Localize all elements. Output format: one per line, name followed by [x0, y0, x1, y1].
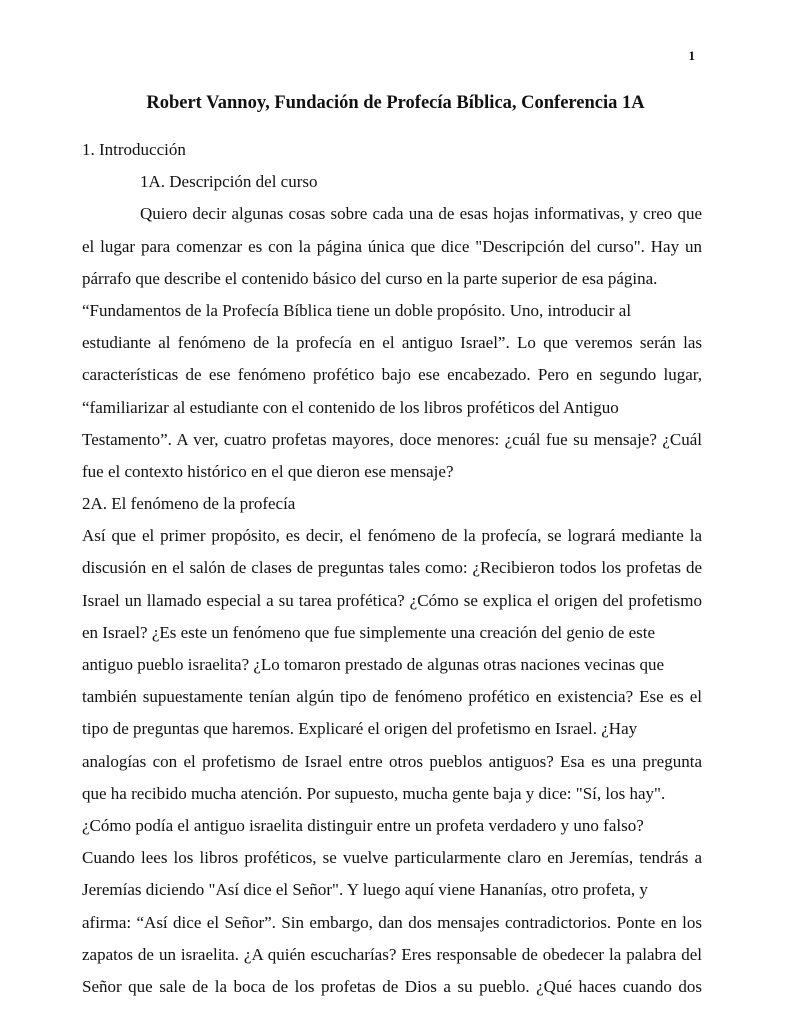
paragraph-line: que ha recibido mucha atención. Por supuesto, mucha gente baja y dice: "Sí, los hay".: [82, 783, 666, 803]
paragraph-line: ¿Cómo podía el antiguo israelita distinguir entre un profeta verdadero y uno falso?: [82, 815, 644, 835]
document-body: [82, 134, 702, 1003]
document-title: Robert Vannoy, Fundación de Profecía Bíblica, Conferencia 1A: [146, 93, 645, 113]
paragraph-line: Testamento”. A ver, cuatro profetas mayores, doce menores: ¿cuál fue su mensaje? ¿Cuál: [82, 429, 702, 449]
paragraph-line: el lugar para comenzar es con la página única que dice "Descripción del curso". Hay un: [82, 236, 702, 256]
paragraph-line: en Israel? ¿Es este un fenómeno que fue simplemente una creación del genio de este: [82, 622, 656, 642]
paragraph-line: Cuando lees los libros proféticos, se vuelve particularmente claro en Jeremías, tendrás a: [82, 848, 702, 868]
paragraph-line: Señor que sale de la boca de los profetas de Dios a su pueblo. ¿Qué haces cuando dos: [82, 976, 702, 996]
paragraph-line: también supuestamente tenían algún tipo de fenómeno profético en existencia? Ese es el: [82, 687, 702, 707]
paragraph-line: “Fundamentos de la Profecía Bíblica tiene un doble propósito. Uno, introducir al: [82, 300, 632, 320]
paragraph-line: discusión en el salón de clases de preguntas tales como: ¿Recibieron todos los profetas de: [82, 558, 702, 578]
paragraph-line: párrafo que describe el contenido básico del curso en la parte superior de esa página.: [82, 268, 658, 288]
subsection-heading-descripcion: 1A. Descripción del curso: [140, 172, 318, 192]
paragraph-line: Israel un llamado especial a su tarea profética? ¿Cómo se explica el origen del profetismo: [82, 590, 702, 610]
paragraph-line: Así que el primer propósito, es decir, el fenómeno de la profecía, se logrará mediante la: [82, 526, 702, 546]
paragraph-line: afirma: “Así dice el Señor”. Sin embargo, dan dos mensajes contradictorios. Ponte en los: [82, 912, 702, 932]
page-number: 1: [688, 48, 695, 63]
subsection-heading-fenomeno: 2A. El fenómeno de la profecía: [82, 494, 296, 514]
paragraph-line: antiguo pueblo israelita? ¿Lo tomaron prestado de algunas otras naciones vecinas que: [82, 655, 665, 674]
paragraph-line: zapatos de un israelita. ¿A quién escucharías? Eres responsable de obedecer la palabra del: [82, 944, 702, 964]
paragraph-line: fue el contexto histórico en el que dieron ese mensaje?: [82, 461, 454, 481]
paragraph-line: tipo de preguntas que haremos. Explicaré el origen del profetismo en Israel. ¿Hay: [82, 719, 638, 739]
paragraph-line: estudiante al fenómeno de la profecía en el antiguo Israel”. Lo que veremos serán las: [82, 333, 702, 353]
paragraph-line: Quiero decir algunas cosas sobre cada una de esas hojas informativas, y creo que: [140, 204, 702, 224]
paragraph-line: analogías con el profetismo de Israel entre otros pueblos antiguos? Esa es una pregunta: [82, 751, 702, 771]
paragraph-line: características de ese fenómeno profético bajo ese encabezado. Pero en segundo lugar,: [82, 365, 702, 385]
paragraph-line: “familiarizar al estudiante con el contenido de los libros proféticos del Antiguo: [82, 397, 619, 417]
section-heading-introduccion: 1. Introducción: [82, 140, 186, 159]
paragraph-line: Jeremías diciendo "Así dice el Señor". Y luego aquí viene Hananías, otro profeta, y: [82, 880, 648, 900]
